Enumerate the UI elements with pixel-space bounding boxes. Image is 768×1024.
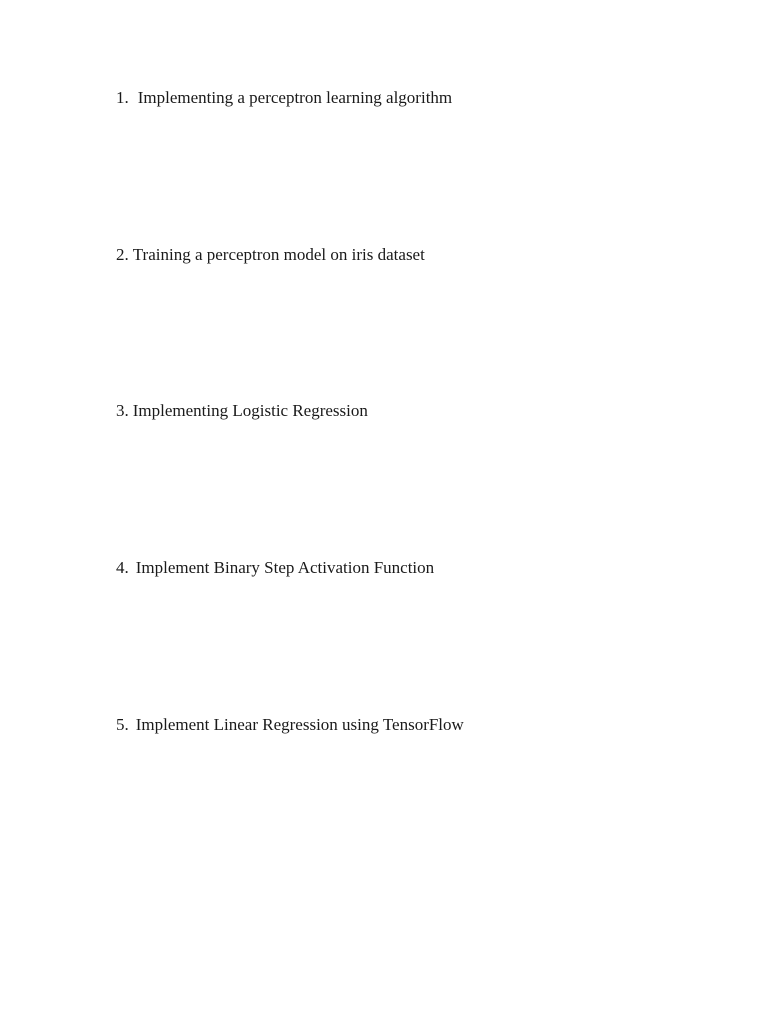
list-item-text: Implement Linear Regression using TensorFlow bbox=[135, 715, 464, 734]
list-item-text: Implementing a perceptron learning algorithm bbox=[137, 88, 453, 107]
list-item bbox=[116, 401, 368, 421]
list-item bbox=[116, 715, 464, 735]
list-item-text: Training a perceptron model on iris dataset bbox=[132, 245, 425, 264]
list-item-number: 4. bbox=[116, 558, 129, 577]
list-item-text: Implement Binary Step Activation Function bbox=[135, 558, 435, 577]
list-item bbox=[116, 245, 425, 265]
list-item-number: 2. bbox=[116, 245, 129, 264]
list-item bbox=[116, 88, 452, 108]
list-item-number: 5. bbox=[116, 715, 129, 734]
list-item-number: 1. bbox=[116, 88, 129, 107]
list-item-number: 3. bbox=[116, 401, 129, 420]
list-item bbox=[116, 558, 434, 578]
list-item-text: Implementing Logistic Regression bbox=[132, 401, 368, 420]
